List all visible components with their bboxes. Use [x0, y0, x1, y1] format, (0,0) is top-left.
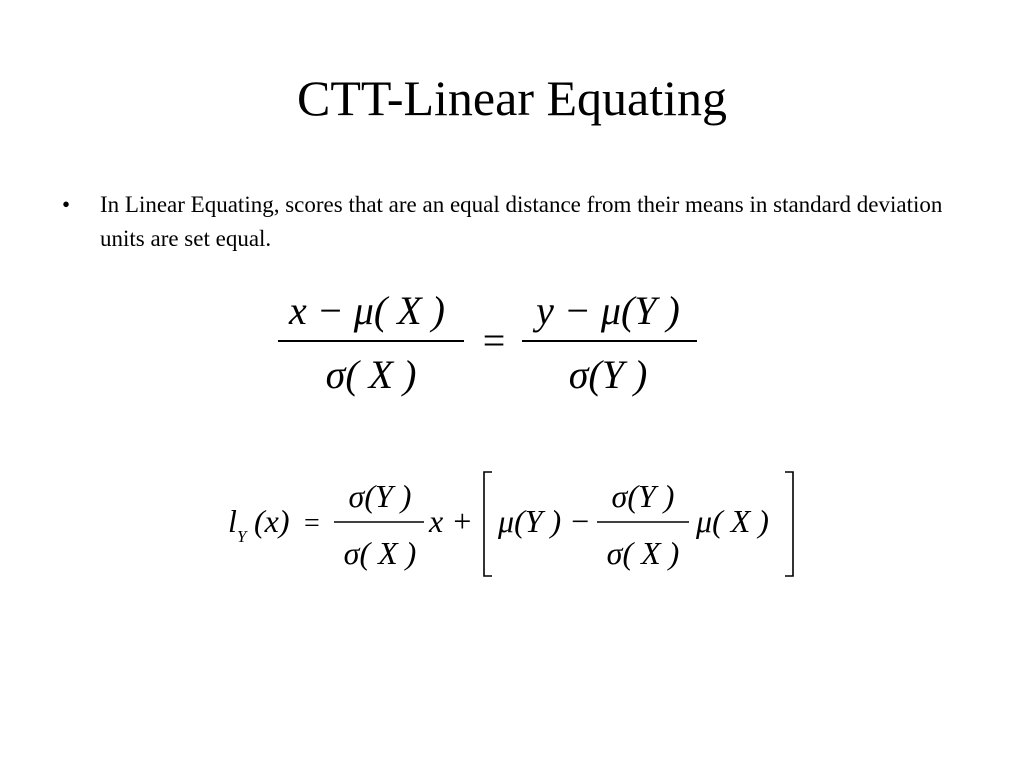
eq1-lhs-numerator: x − μ( X )	[289, 288, 445, 333]
eq1-rhs-numerator: y − μ(Y )	[536, 288, 680, 333]
equation-standardized-scores	[270, 282, 710, 407]
eq2-mu-y-minus: μ(Y ) −	[498, 503, 591, 539]
eq2-frac2-numerator: σ(Y )	[611, 478, 675, 514]
eq2-right-bracket	[785, 472, 793, 576]
bullet-text: In Linear Equating, scores that are an equal distance from their means in standard deviation units are set equal.	[100, 192, 943, 251]
eq2-frac2-denominator: σ( X )	[606, 535, 680, 571]
eq2-lhs-l: l	[228, 503, 237, 539]
bullet-item	[62, 188, 962, 256]
eq1-equals-sign: =	[482, 318, 506, 363]
eq2-frac1-denominator: σ( X )	[343, 535, 417, 571]
eq2-lhs-subscript: Y	[237, 527, 247, 546]
slide-title: CTT-Linear Equating	[297, 70, 727, 126]
equation-linear-function	[222, 462, 802, 587]
eq1-rhs-denominator: σ(Y )	[568, 352, 648, 397]
eq2-left-bracket	[484, 472, 492, 576]
eq2-mu-x: μ( X )	[696, 503, 769, 539]
eq2-lhs-argument: (x)	[254, 503, 290, 539]
eq1-lhs-denominator: σ( X )	[325, 352, 417, 397]
eq2-x-plus: x +	[429, 503, 473, 539]
bullet-icon: •	[62, 192, 71, 217]
eq2-frac1-numerator: σ(Y )	[348, 478, 412, 514]
eq2-equals-sign: =	[304, 508, 320, 539]
